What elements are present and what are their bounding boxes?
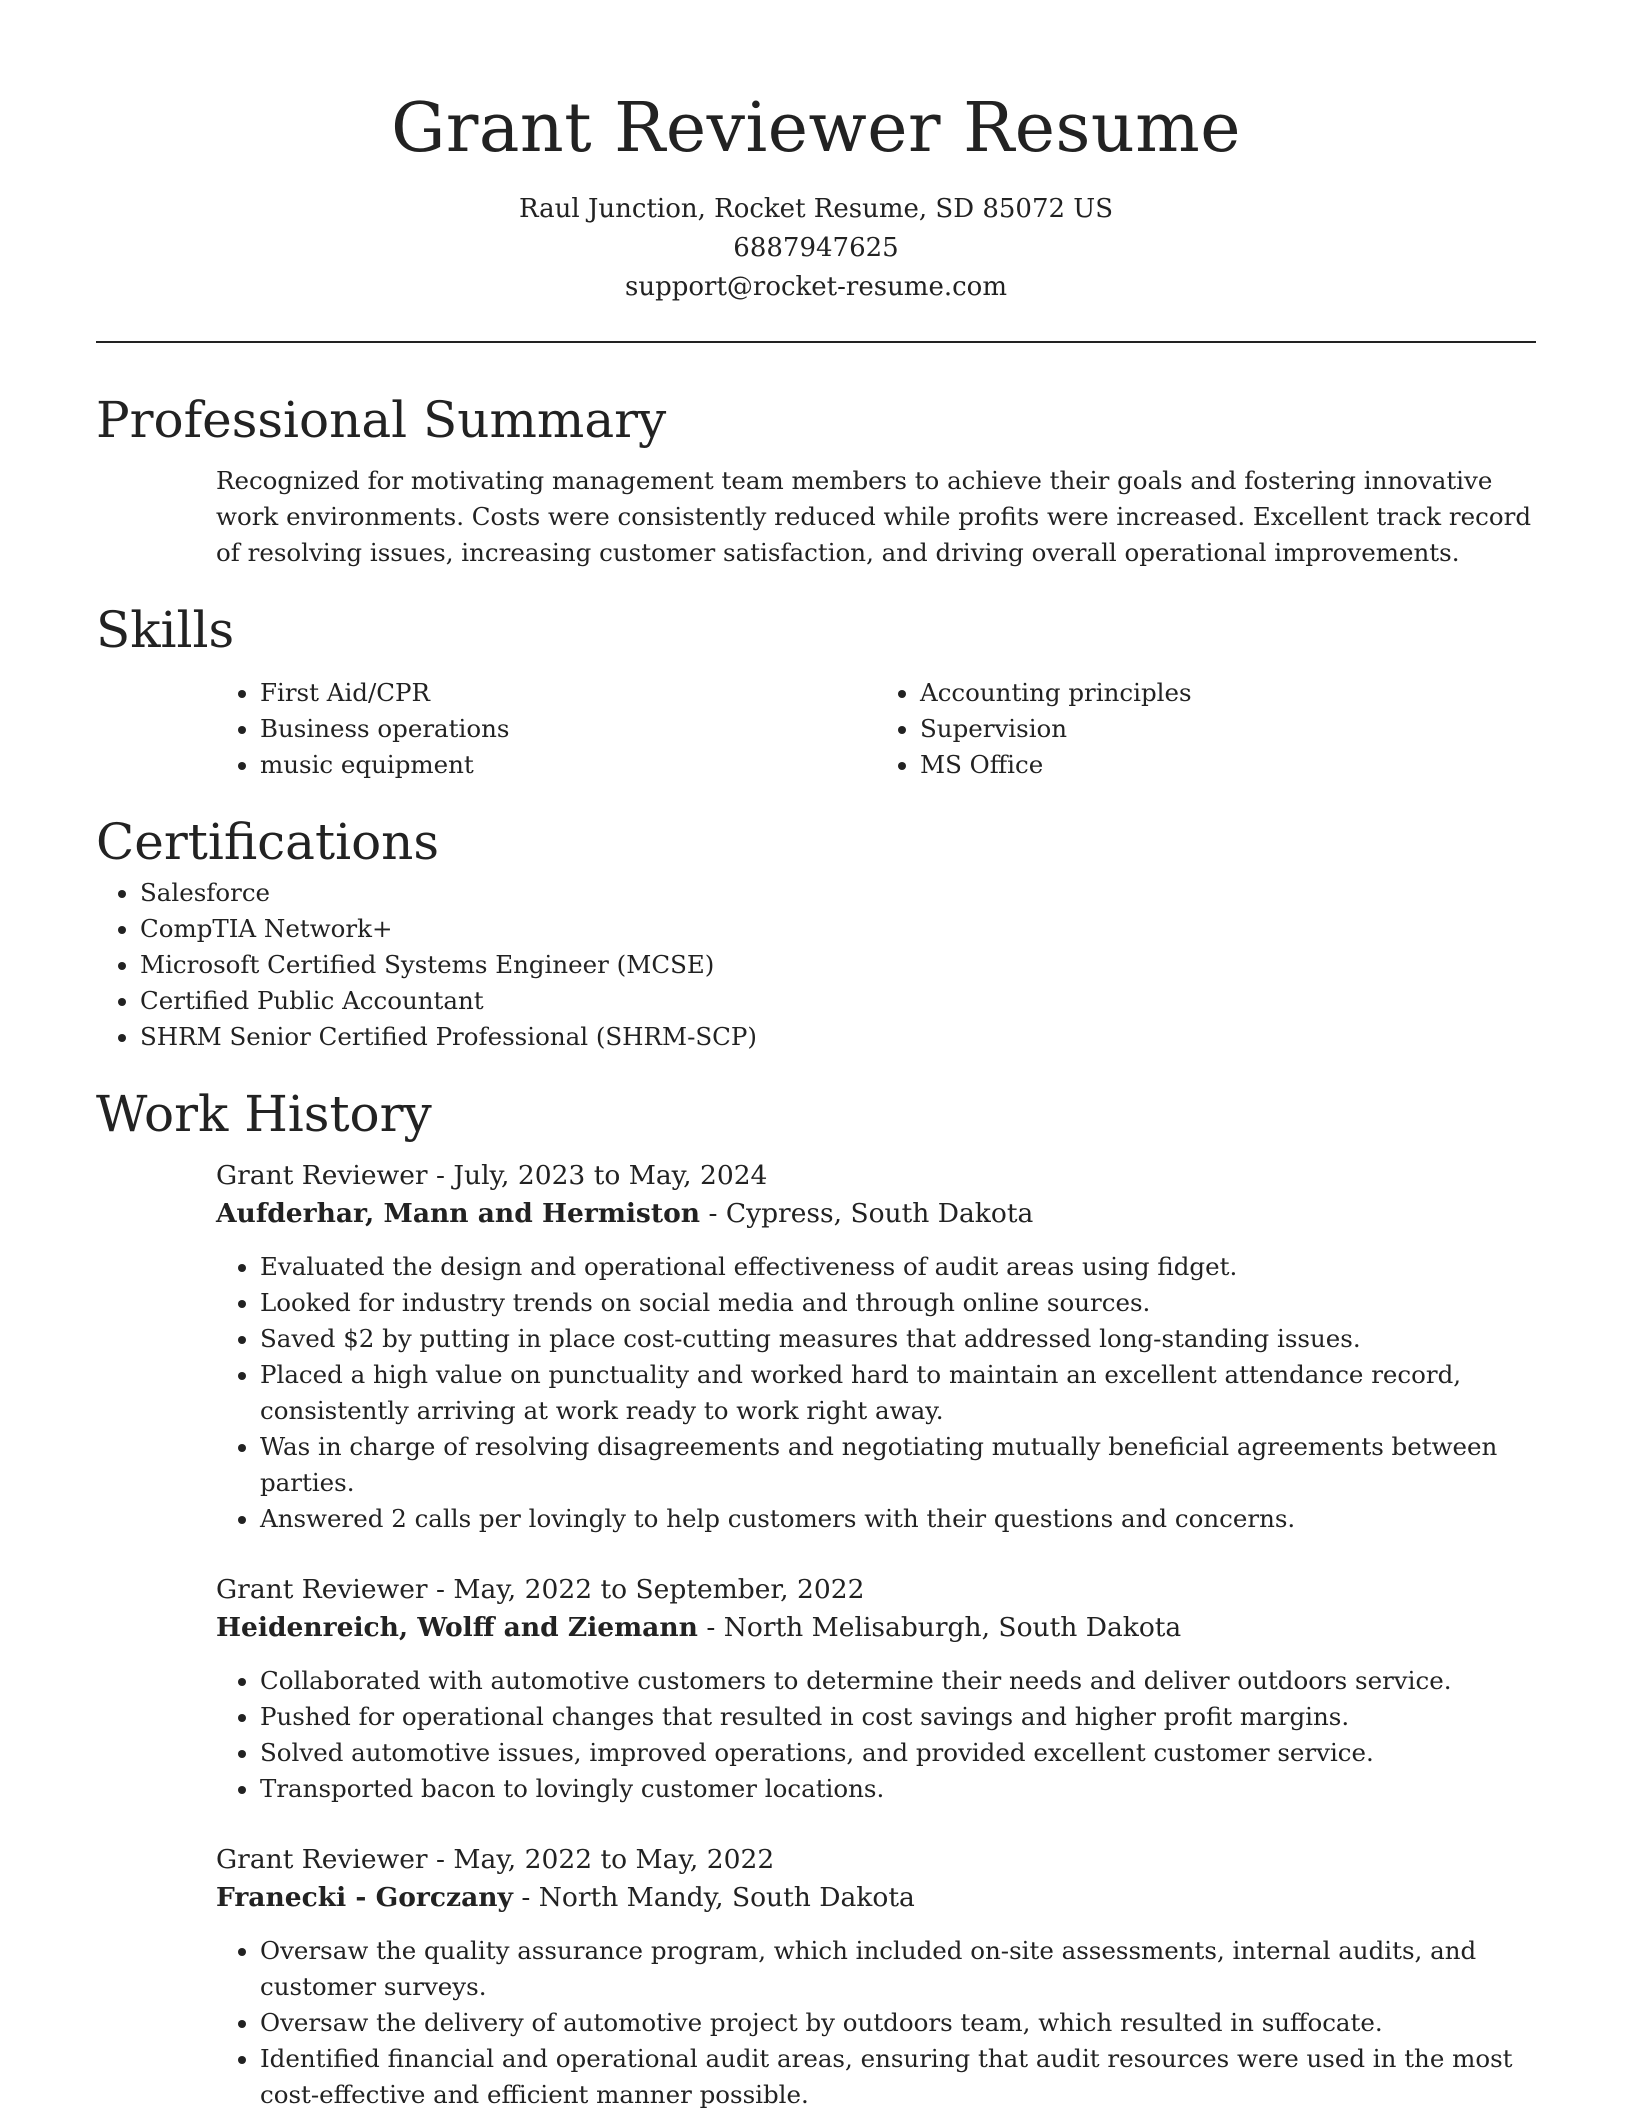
job-location: North Mandy, South Dakota	[538, 1882, 915, 1913]
certification-item: • Salesforce	[140, 875, 1536, 911]
job-dates: May, 2022 to May, 2022	[453, 1844, 775, 1875]
job-bullet: • Evaluated the design and operational effectiveness of audit areas using fidget.	[260, 1249, 1536, 1285]
skill-item: • MS Office	[920, 747, 1536, 783]
job-bullets	[216, 1933, 1536, 2113]
job-bullet: • Saved $2 by putting in place cost-cutting measures that addressed long-standing issues.	[260, 1321, 1536, 1357]
skills-heading: Skills	[96, 601, 235, 659]
skills-list-right	[876, 675, 1536, 783]
header-divider	[96, 341, 1536, 343]
skill-item: • music equipment	[260, 747, 876, 783]
job-bullet: • Oversaw the delivery of automotive project by outdoors team, which resulted in suffocate.	[260, 2005, 1536, 2041]
resume-header	[96, 0, 1536, 307]
job-bullet: • Collaborated with automotive customers to determine their needs and deliver outdoors service.	[260, 1663, 1536, 1699]
job-dates: July, 2023 to May, 2024	[453, 1160, 768, 1191]
job-title-line	[216, 1157, 1536, 1195]
separator: -	[427, 1574, 454, 1605]
certification-item: • SHRM Senior Certified Professional (SHRM-SCP)	[140, 1019, 1536, 1055]
separator: -	[427, 1844, 454, 1875]
job-company-line	[216, 1879, 1536, 1917]
job-entry	[216, 1157, 1536, 1537]
contact-email: support@rocket-resume.com	[624, 272, 1007, 302]
summary-heading: Professional Summary	[96, 391, 667, 449]
summary-text: Recognized for motivating management team members to achieve their goals and fostering innovative work environments. Costs were consistently reduced while profits were increased. Excellent track record of resolving issues, increasing customer satisfaction, and driving overall operational improvements.	[216, 466, 1531, 567]
contact-phone: 6887947625	[733, 233, 899, 263]
certification-item: • CompTIA Network+	[140, 911, 1536, 947]
job-bullet: • Looked for industry trends on social media and through online sources.	[260, 1285, 1536, 1321]
work-history-heading: Work History	[96, 1085, 432, 1143]
job-title: Grant Reviewer	[216, 1574, 428, 1605]
job-company: Heidenreich, Wolff and Ziemann	[216, 1612, 698, 1643]
separator: -	[427, 1160, 454, 1191]
job-bullet: • Identified financial and operational audit areas, ensuring that audit resources were used in the most cost-effective and efficient manner possible.	[260, 2041, 1536, 2113]
resume-page	[96, 0, 1536, 2113]
job-bullet: • Solved automotive issues, improved operations, and provided excellent customer service.	[260, 1735, 1536, 1771]
skills-section	[96, 597, 1536, 783]
job-title-line	[216, 1571, 1536, 1609]
certifications-heading: Certifications	[96, 813, 440, 871]
skill-item: • Business operations	[260, 711, 876, 747]
certifications-list	[96, 875, 1536, 1055]
skill-item: • Supervision	[920, 711, 1536, 747]
certifications-section	[96, 809, 1536, 1055]
separator: -	[700, 1198, 726, 1229]
job-title: Grant Reviewer	[216, 1844, 428, 1875]
skill-item: • First Aid/CPR	[260, 675, 876, 711]
work-history-section	[96, 1081, 1536, 2113]
job-company: Franecki - Gorczany	[216, 1882, 513, 1913]
job-title-line	[216, 1841, 1536, 1879]
skills-list-left	[216, 675, 876, 783]
contact-address: Raul Junction, Rocket Resume, SD 85072 US	[518, 194, 1114, 224]
job-bullet: • Answered 2 calls per lovingly to help customers with their questions and concerns.	[260, 1501, 1536, 1537]
job-location: Cypress, South Dakota	[725, 1198, 1034, 1229]
summary-section	[96, 387, 1536, 571]
job-dates: May, 2022 to September, 2022	[453, 1574, 865, 1605]
certification-item: • Certified Public Accountant	[140, 983, 1536, 1019]
skill-item: • Accounting principles	[920, 675, 1536, 711]
certification-item: • Microsoft Certified Systems Engineer (MCSE)	[140, 947, 1536, 983]
job-entry	[216, 1571, 1536, 1807]
job-company-line	[216, 1609, 1536, 1647]
job-bullets	[216, 1249, 1536, 1537]
job-company: Aufderhar, Mann and Hermiston	[216, 1198, 701, 1229]
separator: -	[697, 1612, 724, 1643]
job-bullet: • Was in charge of resolving disagreements and negotiating mutually beneficial agreements between parties.	[260, 1429, 1536, 1501]
job-location: North Melisaburgh, South Dakota	[723, 1612, 1182, 1643]
job-bullet: • Pushed for operational changes that resulted in cost savings and higher profit margins.	[260, 1699, 1536, 1735]
job-title: Grant Reviewer	[216, 1160, 428, 1191]
job-entry	[216, 1841, 1536, 2113]
separator: -	[512, 1882, 539, 1913]
job-bullet: • Placed a high value on punctuality and worked hard to maintain an excellent attendance record, consistently arriving at work ready to work right away.	[260, 1357, 1536, 1429]
resume-title: Grant Reviewer Resume	[391, 89, 1241, 168]
job-bullet: • Oversaw the quality assurance program, which included on-site assessments, internal audits, and customer surveys.	[260, 1933, 1536, 2005]
skills-columns	[216, 675, 1536, 783]
job-bullets	[216, 1663, 1536, 1807]
job-company-line	[216, 1195, 1536, 1233]
contact-block	[96, 190, 1536, 307]
job-bullet: • Transported bacon to lovingly customer locations.	[260, 1771, 1536, 1807]
